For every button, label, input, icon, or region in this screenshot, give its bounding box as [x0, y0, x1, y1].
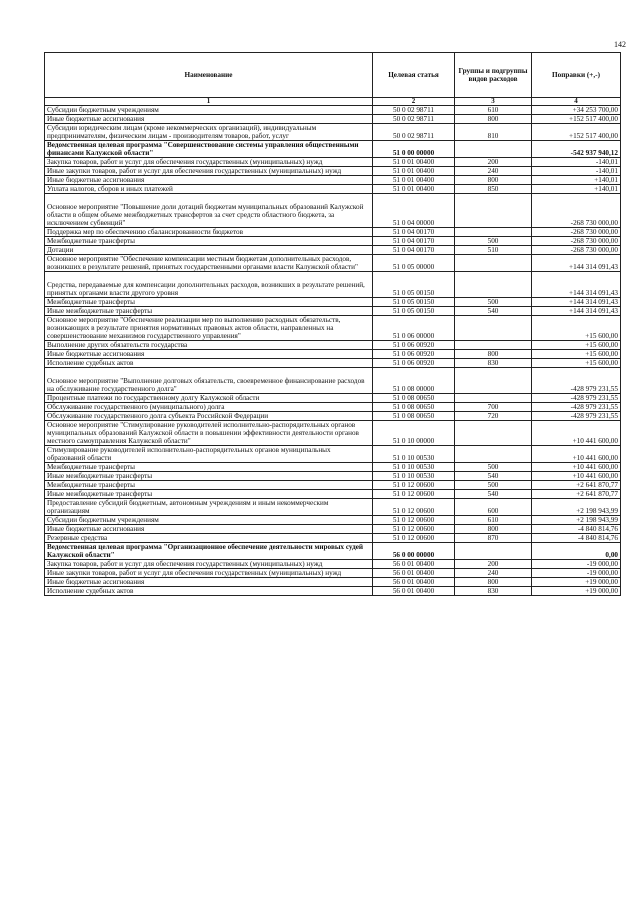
row-code: 51 0 00 00000 — [373, 141, 455, 158]
table-row — [45, 359, 621, 368]
row-name: Обслуживание государственного долга субъекта Российской Федерации — [45, 412, 373, 421]
row-amount: -428 979 231,55 — [532, 368, 621, 394]
row-name: Иные бюджетные ассигнования — [45, 578, 373, 587]
row-amount: -268 730 000,00 — [532, 194, 621, 228]
table-row — [45, 516, 621, 525]
table-row — [45, 490, 621, 499]
row-code: 51 0 01 00400 — [373, 176, 455, 185]
row-amount: +144 314 091,43 — [532, 255, 621, 272]
row-code: 51 0 01 00400 — [373, 158, 455, 167]
row-code: 51 0 12 00600 — [373, 525, 455, 534]
row-amount: -428 979 231,55 — [532, 412, 621, 421]
table-row — [45, 421, 621, 446]
table-row — [45, 394, 621, 403]
table-body — [45, 106, 621, 596]
row-group: 800 — [455, 176, 532, 185]
table-row — [45, 350, 621, 359]
row-name: Основное мероприятие "Повышение доли дотаций бюджетам муниципальных образований Калужской области в общем объеме межбюджетных трансфертов за счет средств областного бюджета, за исключением субвенций" — [45, 194, 373, 228]
header-name: Наименование — [45, 53, 373, 98]
table-row — [45, 481, 621, 490]
row-code: 56 0 01 00400 — [373, 578, 455, 587]
table-row — [45, 141, 621, 158]
row-code: 51 0 04 00000 — [373, 194, 455, 228]
row-group — [455, 228, 532, 237]
row-group: 510 — [455, 246, 532, 255]
row-name: Иные межбюджетные трансферты — [45, 307, 373, 316]
table-row — [45, 446, 621, 463]
table-row — [45, 472, 621, 481]
table-row — [45, 403, 621, 412]
table-header-row — [45, 53, 621, 98]
row-amount: -268 730 000,00 — [532, 246, 621, 255]
row-group: 500 — [455, 298, 532, 307]
row-amount: -268 730 000,00 — [532, 237, 621, 246]
row-group — [455, 341, 532, 350]
row-code: 50 0 02 98711 — [373, 124, 455, 141]
header-col-number: 4 — [532, 98, 621, 106]
row-name: Иные межбюджетные трансферты — [45, 490, 373, 499]
row-code: 51 0 01 00400 — [373, 185, 455, 194]
row-group: 600 — [455, 499, 532, 516]
row-name: Средства, передаваемые для компенсации дополнительных расходов, возникших в результате решений, принятых органами власти другого уровня — [45, 272, 373, 298]
row-name: Субсидии бюджетным учреждениям — [45, 106, 373, 115]
row-name: Дотации — [45, 246, 373, 255]
row-amount: 0,00 — [532, 543, 621, 560]
row-group: 240 — [455, 167, 532, 176]
row-code: 51 0 12 00600 — [373, 481, 455, 490]
row-code: 56 0 00 00000 — [373, 543, 455, 560]
row-code: 51 0 12 00600 — [373, 516, 455, 525]
row-group — [455, 368, 532, 394]
row-amount: +2 641 870,77 — [532, 481, 621, 490]
row-name: Резервные средства — [45, 534, 373, 543]
table-row — [45, 534, 621, 543]
row-amount: +15 600,00 — [532, 359, 621, 368]
row-name: Выполнение других обязательств государства — [45, 341, 373, 350]
header-amount: Поправки (+,-) — [532, 53, 621, 98]
row-amount: +140,01 — [532, 176, 621, 185]
row-group: 540 — [455, 490, 532, 499]
row-name: Исполнение судебных актов — [45, 359, 373, 368]
row-code: 51 0 08 00650 — [373, 394, 455, 403]
row-name: Иные закупки товаров, работ и услуг для обеспечения государственных (муниципальных) нужд — [45, 569, 373, 578]
row-group: 240 — [455, 569, 532, 578]
table-row — [45, 272, 621, 298]
table-row — [45, 255, 621, 272]
row-name: Основное мероприятие "Выполнение долговых обязательств, своевременное финансирование расходов на обслуживание государственного долга" — [45, 368, 373, 394]
row-name: Основное мероприятие "Обеспечение компенсации местным бюджетам дополнительных расходов, возникших в результате решений, принятых государственными органами власти Калужской области" — [45, 255, 373, 272]
row-name: Исполнение судебных актов — [45, 587, 373, 596]
table-row — [45, 569, 621, 578]
table-row — [45, 158, 621, 167]
row-group — [455, 421, 532, 446]
table-row — [45, 106, 621, 115]
table-row — [45, 368, 621, 394]
table-row — [45, 499, 621, 516]
header-col-number: 3 — [455, 98, 532, 106]
row-amount: +144 314 091,43 — [532, 307, 621, 316]
row-code: 51 0 06 00000 — [373, 316, 455, 341]
table-row — [45, 185, 621, 194]
row-group: 500 — [455, 463, 532, 472]
table-row — [45, 341, 621, 350]
table-row — [45, 176, 621, 185]
row-amount: +19 000,00 — [532, 587, 621, 596]
row-group: 850 — [455, 185, 532, 194]
table-row — [45, 115, 621, 124]
row-code: 51 0 04 00170 — [373, 228, 455, 237]
table-row — [45, 194, 621, 228]
table-row — [45, 246, 621, 255]
row-group — [455, 543, 532, 560]
table-row — [45, 525, 621, 534]
row-group: 830 — [455, 359, 532, 368]
row-amount: +19 000,00 — [532, 578, 621, 587]
table-row — [45, 578, 621, 587]
table-row — [45, 124, 621, 141]
row-name: Межбюджетные трансферты — [45, 463, 373, 472]
budget-table — [44, 52, 621, 596]
row-name: Субсидии бюджетным учреждениям — [45, 516, 373, 525]
table-row — [45, 237, 621, 246]
row-group: 800 — [455, 525, 532, 534]
row-code: 51 0 05 00000 — [373, 255, 455, 272]
row-group: 540 — [455, 472, 532, 481]
row-name: Ведомственная целевая программа "Совершенствование системы управления общественными финансами Калужской области" — [45, 141, 373, 158]
header-col-number: 2 — [373, 98, 455, 106]
row-name: Межбюджетные трансферты — [45, 298, 373, 307]
table-row — [45, 587, 621, 596]
row-name: Закупка товаров, работ и услуг для обеспечения государственных (муниципальных) нужд — [45, 560, 373, 569]
row-group: 800 — [455, 578, 532, 587]
row-code: 51 0 06 00920 — [373, 341, 455, 350]
row-name: Межбюджетные трансферты — [45, 237, 373, 246]
row-group: 610 — [455, 106, 532, 115]
header-group: Группы и подгруппы видов расходов — [455, 53, 532, 98]
row-name: Ведомственная целевая программа "Организационное обеспечение деятельности мировых судей Калужской области" — [45, 543, 373, 560]
row-group: 830 — [455, 587, 532, 596]
row-code: 50 0 02 98711 — [373, 115, 455, 124]
row-code: 51 0 10 00530 — [373, 472, 455, 481]
row-code: 51 0 08 00000 — [373, 368, 455, 394]
row-amount: +10 441 600,00 — [532, 472, 621, 481]
row-amount: +152 517 400,00 — [532, 115, 621, 124]
row-name: Иные закупки товаров, работ и услуг для обеспечения государственных (муниципальных) нужд — [45, 167, 373, 176]
table-row — [45, 560, 621, 569]
row-amount: +15 600,00 — [532, 350, 621, 359]
row-amount: +10 441 600,00 — [532, 463, 621, 472]
row-amount: -428 979 231,55 — [532, 403, 621, 412]
row-code: 56 0 01 00400 — [373, 560, 455, 569]
row-amount: -542 937 940,12 — [532, 141, 621, 158]
row-group: 800 — [455, 115, 532, 124]
row-name: Иные бюджетные ассигнования — [45, 525, 373, 534]
row-amount: +34 253 700,00 — [532, 106, 621, 115]
row-name: Субсидии юридическим лицам (кроме некоммерческих организаций), индивидуальным предпринимателям, физическим лицам - производителям товаров, работ, услуг — [45, 124, 373, 141]
row-group — [455, 255, 532, 272]
row-code: 51 0 06 00920 — [373, 350, 455, 359]
row-code: 51 0 12 00600 — [373, 534, 455, 543]
row-group: 720 — [455, 412, 532, 421]
row-group — [455, 316, 532, 341]
row-group — [455, 141, 532, 158]
row-amount: +10 441 600,00 — [532, 446, 621, 463]
row-name: Иные межбюджетные трансферты — [45, 472, 373, 481]
row-name: Иные бюджетные ассигнования — [45, 350, 373, 359]
row-code: 51 0 12 00600 — [373, 490, 455, 499]
row-amount: -268 730 000,00 — [532, 228, 621, 237]
row-amount: -428 979 231,55 — [532, 394, 621, 403]
row-group: 500 — [455, 237, 532, 246]
row-amount: -140,01 — [532, 158, 621, 167]
row-code: 51 0 10 00000 — [373, 421, 455, 446]
row-name: Процентные платежи по государственному долгу Калужской области — [45, 394, 373, 403]
row-group — [455, 394, 532, 403]
table-row — [45, 167, 621, 176]
row-group — [455, 272, 532, 298]
row-amount: +15 600,00 — [532, 341, 621, 350]
table-row — [45, 316, 621, 341]
row-name: Иные бюджетные ассигнования — [45, 115, 373, 124]
page-number: 142 — [614, 40, 626, 49]
row-code: 51 0 05 00150 — [373, 298, 455, 307]
row-code: 51 0 08 00650 — [373, 403, 455, 412]
row-amount: +152 517 400,00 — [532, 124, 621, 141]
row-group — [455, 194, 532, 228]
row-code: 51 0 10 00530 — [373, 446, 455, 463]
row-name: Межбюджетные трансферты — [45, 481, 373, 490]
table-row — [45, 463, 621, 472]
row-amount: -4 840 814,76 — [532, 534, 621, 543]
row-amount: +10 441 600,00 — [532, 421, 621, 446]
table-row — [45, 307, 621, 316]
row-amount: -19 000,00 — [532, 569, 621, 578]
row-amount: +144 314 091,43 — [532, 298, 621, 307]
row-name: Основное мероприятие "Обеспечение реализации мер по выполнению расходных обязательств, возникающих в результате принятия нормативных правовых актов области, направленных на совершенствование механизмов государственного управления" — [45, 316, 373, 341]
row-name: Стимулирование руководителей исполнительно-распорядительных органов муниципальных образований области — [45, 446, 373, 463]
table-row — [45, 412, 621, 421]
row-amount: -19 000,00 — [532, 560, 621, 569]
row-code: 51 0 01 00400 — [373, 167, 455, 176]
row-name: Иные бюджетные ассигнования — [45, 176, 373, 185]
header-col-number: 1 — [45, 98, 373, 106]
row-code: 51 0 05 00150 — [373, 272, 455, 298]
row-group: 870 — [455, 534, 532, 543]
table-row — [45, 298, 621, 307]
row-amount: -140,01 — [532, 167, 621, 176]
row-amount: +15 600,00 — [532, 316, 621, 341]
row-amount: +2 641 870,77 — [532, 490, 621, 499]
row-group: 700 — [455, 403, 532, 412]
table-column-numbers — [45, 98, 621, 106]
row-code: 51 0 04 00170 — [373, 246, 455, 255]
row-code: 56 0 01 00400 — [373, 569, 455, 578]
header-code: Целевая статья — [373, 53, 455, 98]
table-row — [45, 228, 621, 237]
row-code: 51 0 12 00600 — [373, 499, 455, 516]
row-amount: +2 198 943,99 — [532, 516, 621, 525]
row-code: 51 0 10 00530 — [373, 463, 455, 472]
row-amount: +2 198 943,99 — [532, 499, 621, 516]
row-group: 200 — [455, 560, 532, 569]
row-name: Основное мероприятие "Стимулирование руководителей исполнительно-распорядительных органов муниципальных образований Калужской области в повышении эффективности деятельности органов местного самоуправления Калужской области" — [45, 421, 373, 446]
row-name: Обслуживание государственного (муниципального) долга — [45, 403, 373, 412]
row-group: 500 — [455, 481, 532, 490]
row-code: 51 0 04 00170 — [373, 237, 455, 246]
row-group: 810 — [455, 124, 532, 141]
row-code: 51 0 08 00650 — [373, 412, 455, 421]
row-name: Закупка товаров, работ и услуг для обеспечения государственных (муниципальных) нужд — [45, 158, 373, 167]
row-name: Поддержка мер по обеспечению сбалансированности бюджетов — [45, 228, 373, 237]
row-amount: +144 314 091,43 — [532, 272, 621, 298]
row-code: 51 0 06 00920 — [373, 359, 455, 368]
row-group: 610 — [455, 516, 532, 525]
row-amount: +140,01 — [532, 185, 621, 194]
row-name: Предоставление субсидий бюджетным, автономным учреждениям и иным некоммерческим организациям — [45, 499, 373, 516]
row-code: 50 0 02 98711 — [373, 106, 455, 115]
table-row — [45, 543, 621, 560]
row-code: 56 0 01 00400 — [373, 587, 455, 596]
row-group: 200 — [455, 158, 532, 167]
row-group — [455, 446, 532, 463]
row-amount: -4 840 814,76 — [532, 525, 621, 534]
row-group: 540 — [455, 307, 532, 316]
row-code: 51 0 05 00150 — [373, 307, 455, 316]
row-group: 800 — [455, 350, 532, 359]
row-name: Уплата налогов, сборов и иных платежей — [45, 185, 373, 194]
